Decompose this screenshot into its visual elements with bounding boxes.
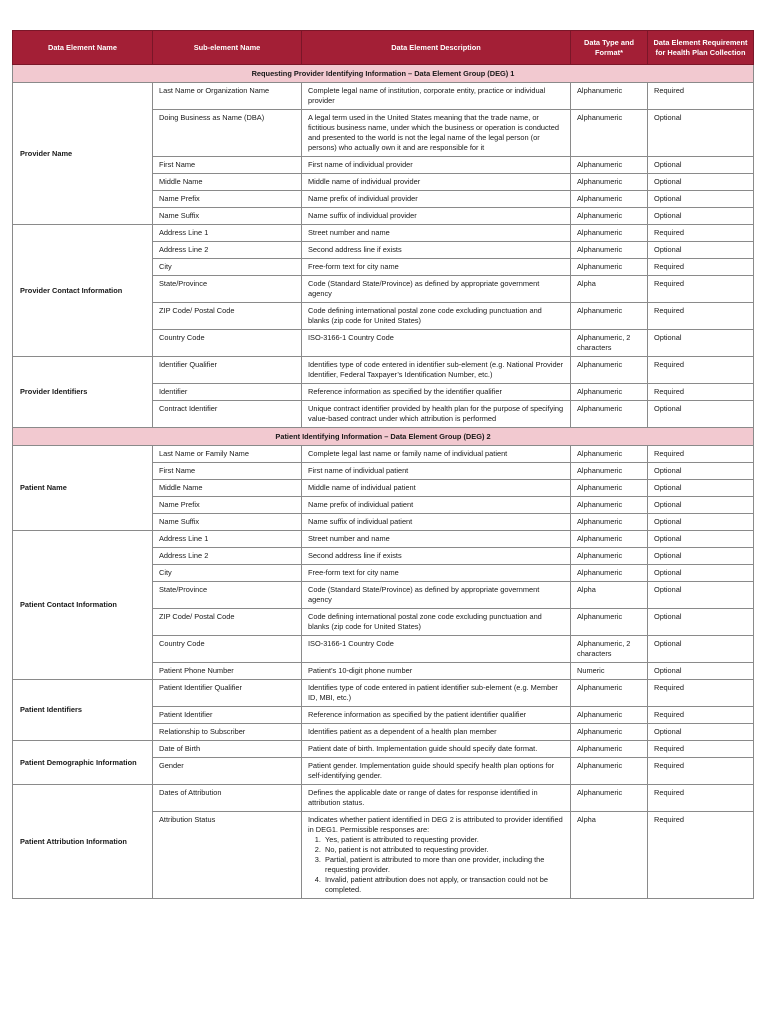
requirement: Required — [648, 707, 754, 724]
requirement: Optional — [648, 514, 754, 531]
table-row — [13, 785, 754, 812]
requirement: Optional — [648, 531, 754, 548]
requirement: Required — [648, 303, 754, 330]
sub-element-name: Attribution Status — [153, 812, 302, 899]
element-description: Free-form text for city name — [302, 565, 571, 582]
permissible-responses-list — [308, 835, 564, 895]
sub-element-name: Relationship to Subscriber — [153, 724, 302, 741]
data-type: Alphanumeric — [571, 565, 648, 582]
description-text: Indicates whether patient identified in DEG 2 is attributed to provider identified in DEG1. Permissible responses are: — [308, 815, 563, 834]
element-name: Patient Demographic Information — [13, 741, 153, 785]
data-type: Alphanumeric — [571, 225, 648, 242]
data-type: Alpha — [571, 812, 648, 899]
element-description: Name prefix of individual provider — [302, 191, 571, 208]
table-row — [13, 741, 754, 758]
element-description: Patient’s 10-digit phone number — [302, 663, 571, 680]
requirement: Required — [648, 83, 754, 110]
data-type: Alphanumeric — [571, 480, 648, 497]
requirement: Optional — [648, 401, 754, 428]
data-type: Alphanumeric — [571, 785, 648, 812]
data-type: Alphanumeric — [571, 191, 648, 208]
element-description: First name of individual provider — [302, 157, 571, 174]
data-type: Alphanumeric — [571, 707, 648, 724]
sub-element-name: Name Suffix — [153, 514, 302, 531]
table-body — [13, 65, 754, 899]
element-description: Second address line if exists — [302, 548, 571, 565]
sub-element-name: State/Province — [153, 582, 302, 609]
header-data-type: Data Type and Format* — [571, 31, 648, 65]
sub-element-name: Doing Business as Name (DBA) — [153, 110, 302, 157]
element-name: Patient Contact Information — [13, 531, 153, 680]
element-description: Defines the applicable date or range of dates for response identified in attribution status. — [302, 785, 571, 812]
group-header-row — [13, 428, 754, 446]
data-type: Numeric — [571, 663, 648, 680]
requirement: Optional — [648, 463, 754, 480]
sub-element-name: Address Line 2 — [153, 242, 302, 259]
document-page — [12, 30, 753, 899]
data-type: Alphanumeric — [571, 497, 648, 514]
element-description: Name prefix of individual patient — [302, 497, 571, 514]
element-description: Code defining international postal zone code excluding punctuation and blanks (zip code for United States) — [302, 609, 571, 636]
table-row — [13, 531, 754, 548]
requirement: Optional — [648, 565, 754, 582]
sub-element-name: Name Prefix — [153, 497, 302, 514]
requirement: Required — [648, 384, 754, 401]
element-description: First name of individual patient — [302, 463, 571, 480]
table-row — [13, 680, 754, 707]
sub-element-name: Name Prefix — [153, 191, 302, 208]
sub-element-name: ZIP Code/ Postal Code — [153, 609, 302, 636]
sub-element-name: Country Code — [153, 636, 302, 663]
element-description — [302, 812, 571, 899]
requirement: Optional — [648, 663, 754, 680]
group-title: Patient Identifying Information – Data Element Group (DEG) 2 — [13, 428, 754, 446]
sub-element-name: Address Line 1 — [153, 531, 302, 548]
element-name: Patient Attribution Information — [13, 785, 153, 899]
header-requirement: Data Element Requirement for Health Plan Collection — [648, 31, 754, 65]
sub-element-name: Address Line 2 — [153, 548, 302, 565]
sub-element-name: Identifier — [153, 384, 302, 401]
element-description: Reference information as specified by the patient identifier qualifier — [302, 707, 571, 724]
data-type: Alphanumeric — [571, 384, 648, 401]
requirement: Required — [648, 741, 754, 758]
element-description: ISO-3166-1 Country Code — [302, 330, 571, 357]
element-description: Street number and name — [302, 531, 571, 548]
group-header-row — [13, 65, 754, 83]
element-description: Code (Standard State/Province) as defined by appropriate government agency — [302, 276, 571, 303]
data-type: Alphanumeric — [571, 110, 648, 157]
requirement: Required — [648, 446, 754, 463]
data-type: Alphanumeric — [571, 531, 648, 548]
sub-element-name: Name Suffix — [153, 208, 302, 225]
group-title: Requesting Provider Identifying Information – Data Element Group (DEG) 1 — [13, 65, 754, 83]
requirement: Optional — [648, 582, 754, 609]
element-description: Code (Standard State/Province) as defined by appropriate government agency — [302, 582, 571, 609]
table-row — [13, 83, 754, 110]
header-sub-element-name: Sub-element Name — [153, 31, 302, 65]
element-name: Provider Contact Information — [13, 225, 153, 357]
sub-element-name: ZIP Code/ Postal Code — [153, 303, 302, 330]
data-type: Alphanumeric — [571, 609, 648, 636]
element-description: Name suffix of individual provider — [302, 208, 571, 225]
data-type: Alphanumeric, 2 characters — [571, 330, 648, 357]
requirement: Optional — [648, 548, 754, 565]
data-type: Alpha — [571, 276, 648, 303]
sub-element-name: Address Line 1 — [153, 225, 302, 242]
data-type: Alphanumeric — [571, 83, 648, 110]
requirement: Optional — [648, 609, 754, 636]
element-description: Identifies type of code entered in patient identifier sub-element (e.g. Member ID, MBI, etc.) — [302, 680, 571, 707]
element-description: A legal term used in the United States meaning that the trade name, or fictitious business name, under which the business or operation is conducted and presented to the world is not the legal name of the legal person (or persons) who actually own it and are responsible for it — [302, 110, 571, 157]
element-name: Provider Name — [13, 83, 153, 225]
permissible-response: 4. Invalid, patient attribution does not apply, or transaction could not be completed. — [323, 875, 564, 895]
requirement: Optional — [648, 110, 754, 157]
data-type: Alphanumeric — [571, 741, 648, 758]
requirement: Required — [648, 357, 754, 384]
requirement: Optional — [648, 174, 754, 191]
requirement: Optional — [648, 157, 754, 174]
table-row — [13, 446, 754, 463]
sub-element-name: First Name — [153, 157, 302, 174]
element-description: Unique contract identifier provided by health plan for the purpose of specifying value-based contract under which attribution is performed — [302, 401, 571, 428]
data-type: Alpha — [571, 582, 648, 609]
sub-element-name: Date of Birth — [153, 741, 302, 758]
permissible-response: 3. Partial, patient is attributed to more than one provider, including the requesting provider. — [323, 855, 564, 875]
sub-element-name: City — [153, 565, 302, 582]
data-type: Alphanumeric — [571, 303, 648, 330]
sub-element-name: Patient Identifier — [153, 707, 302, 724]
requirement: Optional — [648, 242, 754, 259]
requirement: Required — [648, 785, 754, 812]
data-type: Alphanumeric — [571, 357, 648, 384]
element-description: Code defining international postal zone code excluding punctuation and blanks (zip code for United States) — [302, 303, 571, 330]
element-description: Patient gender. Implementation guide should specify health plan options for self-identifying gender. — [302, 758, 571, 785]
sub-element-name: Dates of Attribution — [153, 785, 302, 812]
requirement: Optional — [648, 208, 754, 225]
data-type: Alphanumeric — [571, 208, 648, 225]
data-type: Alphanumeric — [571, 259, 648, 276]
data-type: Alphanumeric — [571, 680, 648, 707]
sub-element-name: Contract Identifier — [153, 401, 302, 428]
data-type: Alphanumeric — [571, 514, 648, 531]
data-type: Alphanumeric — [571, 548, 648, 565]
data-type: Alphanumeric — [571, 401, 648, 428]
element-description: Middle name of individual provider — [302, 174, 571, 191]
data-type: Alphanumeric — [571, 724, 648, 741]
data-type: Alphanumeric — [571, 446, 648, 463]
element-name: Patient Identifiers — [13, 680, 153, 741]
element-description: Middle name of individual patient — [302, 480, 571, 497]
sub-element-name: First Name — [153, 463, 302, 480]
requirement: Optional — [648, 636, 754, 663]
element-description: Identifies type of code entered in identifier sub-element (e.g. National Provider Identifier, Federal Taxpayer’s Identification Number, etc.) — [302, 357, 571, 384]
requirement: Required — [648, 812, 754, 899]
data-type: Alphanumeric, 2 characters — [571, 636, 648, 663]
element-description: Name suffix of individual patient — [302, 514, 571, 531]
requirement: Optional — [648, 191, 754, 208]
data-type: Alphanumeric — [571, 242, 648, 259]
data-element-table — [12, 30, 754, 899]
element-description: Complete legal name of institution, corporate entity, practice or individual provider — [302, 83, 571, 110]
sub-element-name: Last Name or Family Name — [153, 446, 302, 463]
sub-element-name: Last Name or Organization Name — [153, 83, 302, 110]
requirement: Required — [648, 259, 754, 276]
sub-element-name: Patient Phone Number — [153, 663, 302, 680]
sub-element-name: State/Province — [153, 276, 302, 303]
data-type: Alphanumeric — [571, 463, 648, 480]
data-type: Alphanumeric — [571, 174, 648, 191]
element-description: Complete legal last name or family name of individual patient — [302, 446, 571, 463]
requirement: Optional — [648, 724, 754, 741]
element-name: Patient Name — [13, 446, 153, 531]
requirement: Optional — [648, 497, 754, 514]
element-description: Free-form text for city name — [302, 259, 571, 276]
requirement: Required — [648, 680, 754, 707]
requirement: Required — [648, 276, 754, 303]
sub-element-name: Gender — [153, 758, 302, 785]
table-header-row — [13, 31, 754, 65]
sub-element-name: Middle Name — [153, 480, 302, 497]
sub-element-name: Middle Name — [153, 174, 302, 191]
element-description: Patient date of birth. Implementation guide should specify date format. — [302, 741, 571, 758]
header-element-name: Data Element Name — [13, 31, 153, 65]
sub-element-name: City — [153, 259, 302, 276]
element-description: Reference information as specified by the identifier qualifier — [302, 384, 571, 401]
sub-element-name: Patient Identifier Qualifier — [153, 680, 302, 707]
data-type: Alphanumeric — [571, 157, 648, 174]
requirement: Required — [648, 225, 754, 242]
element-description: Second address line if exists — [302, 242, 571, 259]
element-description: Street number and name — [302, 225, 571, 242]
table-row — [13, 357, 754, 384]
sub-element-name: Country Code — [153, 330, 302, 357]
requirement: Required — [648, 758, 754, 785]
requirement: Optional — [648, 480, 754, 497]
permissible-response: 1. Yes, patient is attributed to requesting provider. — [323, 835, 564, 845]
element-description: Identifies patient as a dependent of a health plan member — [302, 724, 571, 741]
sub-element-name: Identifier Qualifier — [153, 357, 302, 384]
data-type: Alphanumeric — [571, 758, 648, 785]
table-row — [13, 225, 754, 242]
requirement: Optional — [648, 330, 754, 357]
element-name: Provider Identifiers — [13, 357, 153, 428]
header-description: Data Element Description — [302, 31, 571, 65]
permissible-response: 2. No, patient is not attributed to requesting provider. — [323, 845, 564, 855]
element-description: ISO-3166-1 Country Code — [302, 636, 571, 663]
